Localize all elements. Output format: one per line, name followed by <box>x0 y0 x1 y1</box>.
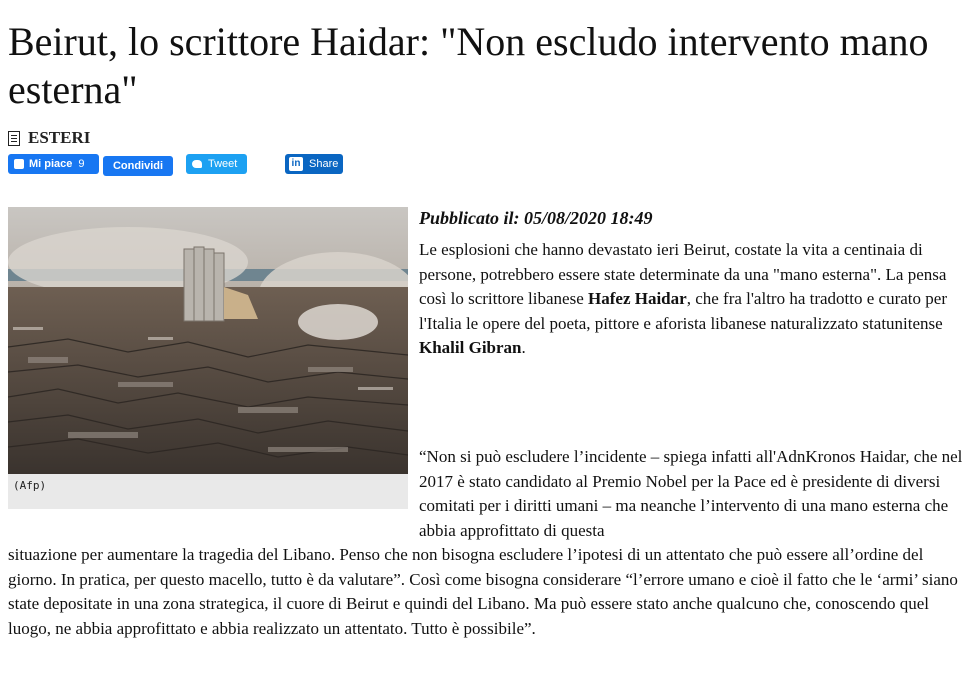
published-date: 05/08/2020 18:49 <box>524 208 653 228</box>
article-paragraph-2: “Non si può escludere l’incidente – spiega infatti all'AdnKronos Haidar, che nel 2017 è stato candidato al Premio Nobel per la Pace ed è presidente di diversi comitati per i diritti umani – ma neanche l’intervento di una mano esterna che abbia approfittato di questa <box>419 447 963 540</box>
like-label: Mi piace <box>29 158 73 170</box>
article-paragraph-3: situazione per aumentare la tragedia del Libano. Penso che non bisogna escludere l’ipotesi di un attentato che può essere all’ordine del giorno. In pratica, per questo macello, tutto è da valutare”. Così come bisogna considerare “l’errore umano e cioè il fatto che le ‘armi’ siano state depositate in una zona strategica, il cuore di Beirut e quindi del Libano. Ma può essere stato anche qualcuno che, conoscendo quel luogo, ne abbia approfittato e abbia realizzato un attentato. Tutto è possibile”. <box>8 545 958 638</box>
linkedin-label: Share <box>309 158 339 170</box>
twitter-bird-icon <box>192 160 202 168</box>
document-icon <box>8 131 20 146</box>
article-figure <box>8 207 408 509</box>
section-label[interactable]: ESTERI <box>28 128 91 147</box>
p1-text-e: . <box>521 338 526 357</box>
published-label: Pubblicato il: <box>419 208 520 228</box>
article-photo <box>8 207 408 474</box>
article-title: Beirut, lo scrittore Haidar: "Non escludo intervento mano esterna" <box>8 19 929 112</box>
person-name-hafez-haidar: Hafez Haidar <box>588 289 687 308</box>
p1-text-c: , che fra l'altro ha tradotto e curato per l'Italia le opere del poeta, pittore e aforista libanese naturalizzato statunitense <box>419 289 947 333</box>
photo-caption: (Afp) <box>13 479 47 492</box>
publication-meta <box>419 208 653 229</box>
beirut-explosion-photo <box>8 207 408 474</box>
linkedin-icon: in <box>289 157 303 171</box>
facebook-like-button[interactable] <box>8 154 99 174</box>
person-name-khalil-gibran: Khalil Gibran <box>419 338 522 357</box>
like-count: 9 <box>78 158 85 170</box>
section-tag[interactable] <box>8 128 90 148</box>
facebook-share-button[interactable]: Condividi <box>103 156 173 176</box>
twitter-tweet-button[interactable] <box>186 154 247 174</box>
article-paragraph-1 <box>419 238 959 361</box>
linkedin-share-button[interactable] <box>285 154 343 174</box>
thumbs-up-icon <box>14 159 24 169</box>
tweet-label: Tweet <box>208 158 238 170</box>
p1-text-a: Le esplosioni che hanno devastato ieri Beirut, costate la vita a centinaia di persone, potrebbero essere state determinate da una "mano esterna". La pensa così lo scrittore libanese <box>419 240 947 308</box>
